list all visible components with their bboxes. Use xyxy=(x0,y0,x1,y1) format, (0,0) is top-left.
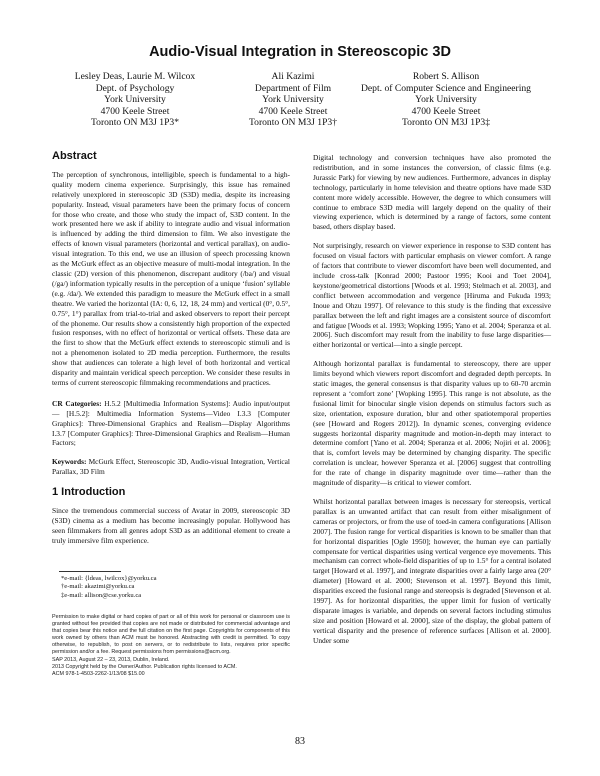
author-block-cse xyxy=(336,71,556,129)
page-number: 83 xyxy=(295,736,305,747)
footnote-email: *e-mail: {ldeas, lwilcox}@yorku.ca xyxy=(61,575,157,582)
cr-categories-label: CR Categories: xyxy=(52,398,102,408)
author-street: 4700 Keele Street xyxy=(411,105,481,117)
footnote-email: †e-mail: akazimi@yorku.ca xyxy=(61,583,135,591)
author-street: 4700 Keele Street xyxy=(100,105,170,117)
author-street: 4700 Keele Street xyxy=(258,105,328,117)
keywords-label: Keywords: xyxy=(52,457,87,467)
author-city: Toronto ON M3J 1P3‡ xyxy=(401,117,491,129)
author-names: Lesley Deas, Laurie M. Wilcox xyxy=(74,71,196,82)
paper-title: Audio-Visual Integration in Stereoscopic 3D xyxy=(149,44,451,60)
permissions-text: Permission to make digital or hard copies of part or all of this work for personal or classroom use is granted without fee provided that copies are not made or distributed for commercial advantage and that copies bear this notice and the full citation on the first page. Copyrights for components of this work owned by others than ACM must be honored. Abstracting with credit is permitted. To copy otherwise, to republish, to post on servers, or to redistribute to lists, requires prior specific permission and/or a fee. Request permissions from permissions@acm.org. xyxy=(52,614,290,656)
author-city: Toronto ON M3J 1P3† xyxy=(248,117,338,129)
footnote-divider xyxy=(59,571,121,572)
introduction-paragraph: Since the tremendous commercial success of Avatar in 2009, stereoscopic 3D (S3D) cinema as a medium has become increasingly popular. Hollywood has seen filmmakers from all genres adopt S3D as an additional element to create a truly immersive film experience. xyxy=(52,506,290,545)
body-paragraph: Whilst horizontal parallax between images is necessary for stereopsis, vertical parallax is an unwanted artifact that can result from either misalignment of cameras or projectors, or from the use of toed-in camera configurations [Allison 2007]. The fusion range for vertical disparities is known to be smaller than that for horizontal disparities [Ogle 1950]; however, the human eye can partially compensate for vertical disparities using vertical vergence eye movements. This mechanism can correct whole-field disparities of up to 1.5° for a central isolated target [Howard et al. 1997], and integrate disparities over a fairly large area (20° diameter) [Howard et al. 2000; Stevenson et al. 1997]. Beyond this limit, disparities exceed the fusional range and stereopsis is degraded [Stevenson et al. 1997]. As for horizontal disparities, the upper limit for fusion of vertically disparate images is variable, and depends on several factors including stimulus size and position [Howard et al. 2000], size of the display, the global pattern of vertical disparity and the presence of reference surfaces [Allison et al. 2000]. Under some xyxy=(313,497,551,645)
author-university: York University xyxy=(415,94,477,106)
right-column xyxy=(313,153,551,655)
author-names: Ali Kazimi xyxy=(271,71,315,82)
footnote-email: ‡e-mail: allison@cse.yorku.ca xyxy=(61,591,142,599)
author-names: Robert S. Allison xyxy=(412,71,480,82)
author-footnotes xyxy=(52,571,290,600)
author-department: Department of Film xyxy=(254,82,332,94)
copyright-permissions xyxy=(52,614,290,678)
venue-line: SAP 2013, August 22 – 23, 2013, Dublin, Ireland. xyxy=(52,656,170,663)
author-department: Dept. of Computer Science and Engineering xyxy=(361,82,531,94)
keywords-text: McGurk Effect, Stereoscopic 3D, Audio-visual Integration, Vertical Parallax, 3D Film xyxy=(52,457,290,477)
abstract-text: The perception of synchronous, intelligible, speech is fundamental to a high-quality modern cinema experience. Surprisingly, this issue has remained relatively unexplored in stereoscopic 3D (S3D) media, despite its increasing popularity. Instead, visual parameters have been the primary focus of concern for those who create, and those who study the impact of, S3D content. In the work presented here we ask if ability to integrate audio and visual information is influenced by adding the third dimension to film. We also investigate the effects of known visual parameters (horizontal and vertical parallax), on audio-visual integration. To this end, we use an illusion of speech processing known as the McGurk effect as an objective measure of multi-modal integration. In the classic (2D) version of this phenomenon, discrepant auditory (/ba/) and visual (/ga/) information typically results in the perception of a unique ‘fusion’ syllable (e.g. /da/). We extended this paradigm to measure the McGurk effect in a small theatre. We varied the horizontal (IA: 0, 6, 12, 18, 24 mm) and vertical (0°, 0.5°, 0.75°, 1°) parallax from trial-to-trial and asked observers to report their percept of the phoneme. Our results show a consistently high proportion of the expected fusion responses, with no effect of horizontal or vertical offsets. These data are the first to show that the McGurk effect extends to stereoscopic stimuli and is not a phenomenon isolated to 2D media perception. Furthermore, the results show that audiences can tolerate a high level of both horizontal and vertical disparity and maintain veridical speech perception. We consider these results in terms of current stereoscopic filmmaking recommendations and practices. xyxy=(52,169,290,387)
cr-categories-text: H.5.2 [Multimedia Information Systems]: Audio input/output— [H.5.2]: Multimedia Information Systems—Video I.3.3 [Computer Graphics]: Three-Dimensional Graphics and Realism—Display Algorithms I.3.7 [Computer Graphics]: Three-Dimensional Graphics and Realism—Human Factors; xyxy=(52,398,290,448)
copyright-line: 2013 Copyright held by the Owner/Author. Publication rights licensed to ACM. xyxy=(52,663,237,670)
author-university: York University xyxy=(262,94,324,106)
isbn-line: ACM 978-1-4503-2262-1/13/08 $15.00 xyxy=(52,670,145,677)
body-paragraph: Not surprisingly, research on viewer experience in response to S3D content has focused on visual factors with particular emphasis on viewer comfort. A range of factors that contribute to viewer discomfort have been well documented, and include cross-talk [Konrad 2000; Pastoor 1995; Kooi and Toet 2004], keystone/geometrical distortions [Woods et al. 1993; Stelmach et al. 2003], and conflict between accommodation and vergence [Hiruma and Fukuda 1993; Inoue and Ohzu 1997]. Of relevance to this study is the finding that excessive parallax between the left and right images are a consistent source of discomfort and fatigue [Woods et al. 1993; Wopking 1995; Yano et al. 2004; Speranza et al. 2006]. Such discomfort may result from the inability to fuse large disparities—either horizontal or vertical—into a single percept. xyxy=(313,241,551,350)
cr-categories xyxy=(52,399,290,449)
author-department: Dept. of Psychology xyxy=(95,82,175,94)
body-paragraph: Although horizontal parallax is fundamental to stereoscopy, there are upper limits beyond which viewers report discomfort and degraded depth percepts. In static images, the general consensus is that disparity values up to 60-70 arcmin represent a ‘comfort zone’ [Wopking 1995]. This range is not absolute, as the fusional limit for binocular single vision depends on stimulus factors such as size, orientation, exposure duration, blur and other spatiotemporal properties (see [Howard and Rogers 2012]). In dynamic scenes, converging evidence suggests horizontal disparity magnitude and motion-in-depth may interact to determine comfort [Yano et al. 2004; Speranza et al. 2006; Nojiri et al. 2006]; that is, comfort levels may be determined by changing disparity. The specific correlation is unclear, however Speranza et al. [2006] suggest that controlling for the rate of change in disparity magnitude over time—rather than the magnitude of disparity—is critical to viewer comfort. xyxy=(313,359,551,488)
body-paragraph: Digital technology and conversion techniques have also promoted the redistribution, and in some instances the conversion, of classic films (e.g. Jurassic Park) for viewing by new audiences. Furthermore, advances in display technology, particularly in home television and theatre options have made S3D content more widely accessible. However, the degree to which consumers will continue to embrace S3D media will largely depend on the quality of their viewing experience, which is determined by a range of factors, some content based, others display based. xyxy=(313,153,551,232)
left-column xyxy=(52,150,290,555)
introduction-heading: 1 Introduction xyxy=(52,486,126,499)
author-block-psychology xyxy=(65,71,205,129)
keywords xyxy=(52,457,290,477)
author-university: York University xyxy=(104,94,166,106)
author-city: Toronto ON M3J 1P3* xyxy=(90,117,180,129)
abstract-heading: Abstract xyxy=(52,150,97,162)
